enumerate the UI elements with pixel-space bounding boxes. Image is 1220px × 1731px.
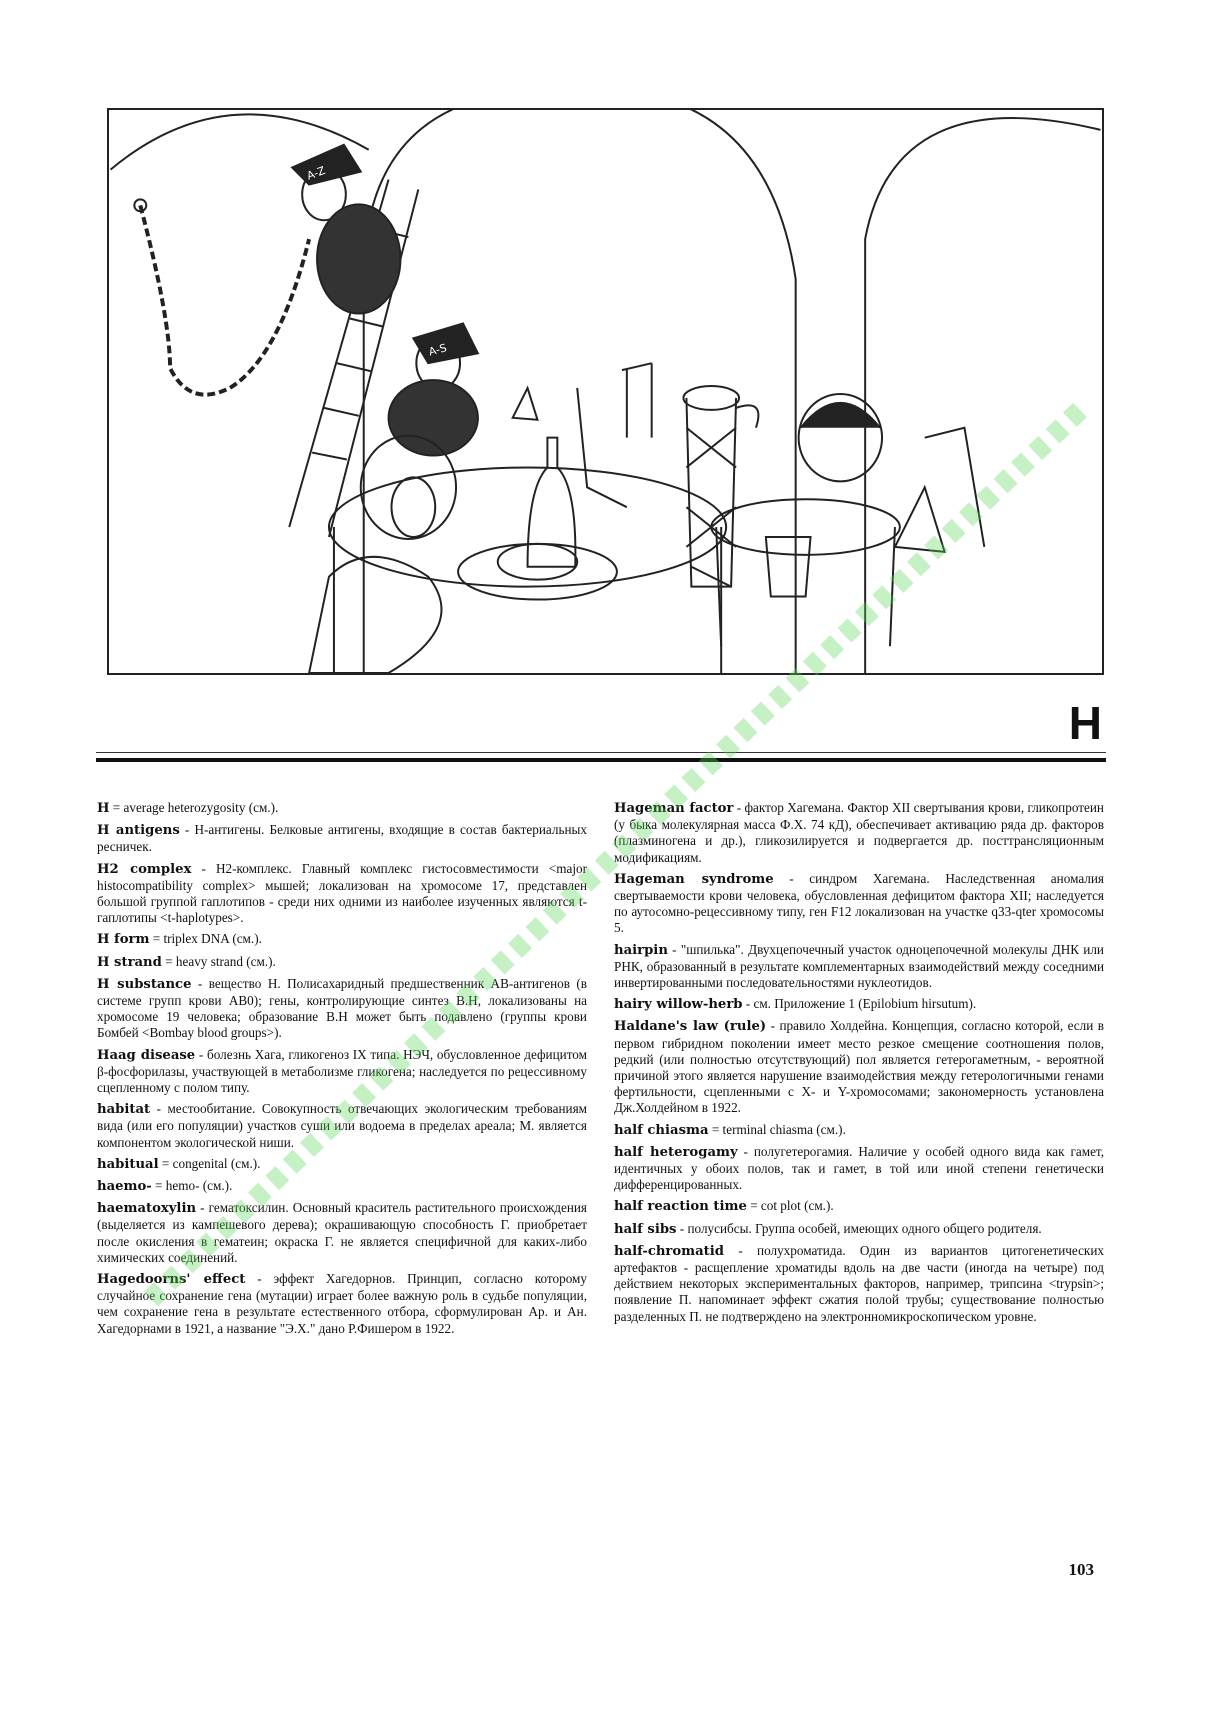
hat-label-1: A-Z xyxy=(305,163,328,183)
headword: habitat xyxy=(97,1102,151,1118)
headword: H strand xyxy=(97,954,162,970)
section-letter: H xyxy=(1068,697,1102,749)
headword: half heterogamy xyxy=(614,1144,738,1160)
headword: H xyxy=(97,801,110,816)
definition: = cot plot (см.). xyxy=(746,1198,834,1214)
definition: = triplex DNA (см.). xyxy=(149,931,262,947)
dictionary-entry xyxy=(97,1271,587,1337)
definition: - эффект Хагедорнов. Принцип, согласно которому случайное сохранение гена (мутации) играет более важную роль в судьбе популяции, чем сохранение гена в результате естественного отбора, сформулирован Ар. и Ан. Хагедорнами в 1921, а название "Э.Х." дано Р.Фишером в 1922. xyxy=(97,1271,587,1336)
dictionary-entry xyxy=(614,1243,1104,1325)
headword: Hageman factor xyxy=(614,801,734,816)
left-column xyxy=(97,800,587,1342)
headword: Hagedoorns' effect xyxy=(97,1272,246,1288)
dictionary-entry xyxy=(97,861,587,927)
dictionary-entry xyxy=(97,800,587,817)
definition: - полусибсы. Группа особей, имеющих одного общего родителя. xyxy=(676,1220,1042,1236)
dictionary-entry xyxy=(614,871,1104,937)
divider-lower xyxy=(96,758,1106,762)
definition: - фактор Хагемана. Фактор XII свертывания крови, гликопротеин (у быка молекулярная масса Ф.Х. 74 кД), обеспечивает активацию ряда др. факторов (плазминогена и др.), гликозилируется и подвергается др. посттрансляционным модификациям. xyxy=(614,800,1104,865)
dictionary-entry xyxy=(97,931,587,948)
headword: haematoxylin xyxy=(97,1201,197,1217)
definition: = heavy strand (см.). xyxy=(161,953,276,969)
definition: - вещество Н. Полисахаридный предшественник АВ-антигенов (в системе групп крови АВ0); гены, контролирующие синтез В.Н, локализованы на хромосоме 19 человека; образование В.Н может быть подавлено (группы крови Бомбей <Bombay blood groups>). xyxy=(97,975,587,1041)
headword: half-chromatid xyxy=(614,1243,725,1259)
headword: haemo- xyxy=(97,1179,152,1195)
dictionary-entry xyxy=(97,1101,587,1151)
definition: - Н-антигены. Белковые антигены, входящие в состав бактериальных ресничек. xyxy=(97,822,587,855)
dictionary-entry xyxy=(614,942,1104,992)
dictionary-entry xyxy=(614,1122,1104,1139)
dictionary-entry xyxy=(614,1221,1104,1238)
headword: H substance xyxy=(97,976,192,992)
dictionary-entry xyxy=(97,1156,587,1173)
definition: = congenital (см.). xyxy=(158,1155,261,1171)
cartoon-drawing xyxy=(109,110,1102,673)
definition: - Н2-комплекс. Главный комплекс гистосовместимости <major histocompatibility complex> мышей; локализован на хромосоме 17, представлен большой группой гаплотипов - среди них одними из наиболее изученных являются t-гаплотипы <t-haplotypes>. xyxy=(97,860,587,926)
headword: H form xyxy=(97,932,150,948)
dictionary-entry xyxy=(97,1047,587,1097)
definition: - гематоксилин. Основный краситель растительного происхождения (выделяется из кампешевого дерева); окрашивающую способность Г. приобретает после окисления в гематеин; окраска Г. не является специфичной для каких-либо химических соединений. xyxy=(97,1200,587,1265)
headword: Haldane's law (rule) xyxy=(614,1019,767,1035)
headword: Haag disease xyxy=(97,1047,196,1063)
page-number: 103 xyxy=(1068,1560,1094,1579)
dictionary-entry xyxy=(97,1200,587,1266)
dictionary-entry xyxy=(97,822,587,855)
headword: H2 complex xyxy=(97,861,192,877)
definition: - синдром Хагемана. Наследственная аномалия свертываемости крови человека, обусловленная дефицитом фактора XII; наследуется по аутосомно-рецессивному типу, ген F12 локализован на участке q33-qter хромосомы 5. xyxy=(614,870,1104,936)
definition: - болезнь Хага, гликогеноз IX типа. НЭЧ, обусловленное дефицитом β-фосфорилазы, участвующей в метаболизме гликогена; наследуется по рецессивному сцепленному с полом типу. xyxy=(97,1046,587,1096)
definition: - "шпилька". Двухцепочечный участок одноцепочечной молекулы ДНК или РНК, образованный в результате комплементарных взаимодействий между соседними инвертированными последовательностями нуклеотидов. xyxy=(614,941,1104,991)
right-column xyxy=(614,800,1104,1330)
dictionary-entry xyxy=(97,1178,587,1195)
headword: H antigens xyxy=(97,823,180,839)
dictionary-entry xyxy=(97,954,587,971)
headword: Hageman syndrome xyxy=(614,871,774,887)
definition: - правило Холдейна. Концепция, согласно которой, если в первом гибридном поколении имеет место резкое смещение соотношения полов, редкий (или полностью отсутствующий) пол является гетерогаметным, - вероятной причиной этого является нарушение взаимодействия между гетерологичными генами фертильности, сцепленными с Х- и Y-хромосомами; закономерность установлена Дж.Холдейном в 1922. xyxy=(614,1018,1104,1116)
definition: - полухроматида. Один из вариантов цитогенетических артефактов - расщепление хроматиды вдоль на две части (иногда на четыре) под действием некоторых экспериментальных факторов, например, трипсина <trypsin>; появление П. напоминает эффект сжатия полой трубы; существование полностью разделенных П. не подтверждено на электронномикроскопическом уровне. xyxy=(614,1242,1104,1324)
dictionary-entry xyxy=(614,1198,1104,1215)
dictionary-entry xyxy=(614,1144,1104,1194)
headword: hairy willow-herb xyxy=(614,997,743,1013)
divider-upper xyxy=(96,752,1106,753)
dictionary-entry xyxy=(97,976,587,1042)
dictionary-entry xyxy=(614,1018,1104,1116)
definition: - полугетерогамия. Наличие у особей одного вида как гамет, идентичных у обоих полов, так и гамет, в той или иной степени генетически дифференцированных. xyxy=(614,1143,1105,1193)
headword: half chiasma xyxy=(614,1122,709,1138)
headword: habitual xyxy=(97,1156,159,1172)
illustration-cartoon xyxy=(107,108,1104,675)
dictionary-entry xyxy=(614,996,1104,1013)
definition: - см. Приложение 1 (Epilobium hirsutum). xyxy=(742,996,977,1012)
definition: - местообитание. Совокупность отвечающих экологическим требованиям вида (или его популяции) участков суши или водоема в пределах ареала; М. является компонентом экологической ниши. xyxy=(97,1101,587,1150)
dictionary-entry xyxy=(614,800,1104,866)
definition: = hemo- (см.). xyxy=(151,1178,233,1194)
headword: half reaction time xyxy=(614,1199,747,1215)
hat-label-2: A-S xyxy=(427,341,449,359)
definition: = terminal chiasma (см.). xyxy=(708,1121,846,1137)
headword: half sibs xyxy=(614,1221,677,1237)
definition: = average heterozygosity (см.). xyxy=(109,800,279,815)
headword: hairpin xyxy=(614,942,668,958)
